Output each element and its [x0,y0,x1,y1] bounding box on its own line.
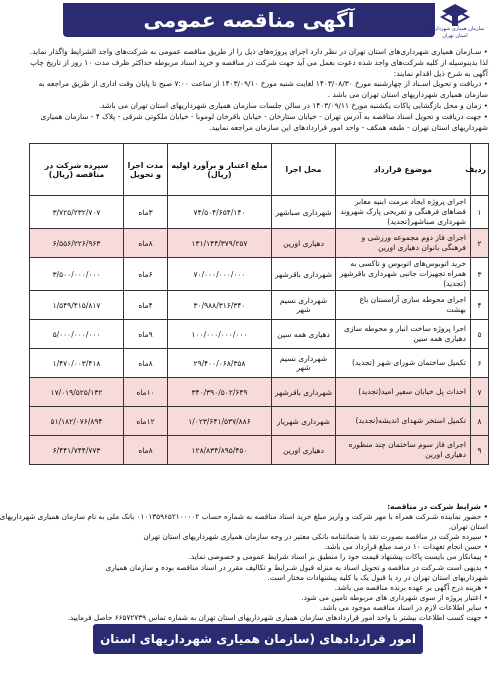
cell-subject: احداث پل خیابان سفیر امید(تجدید) [336,378,471,407]
cell-row: ۳ [471,258,489,291]
cell-duration: ۸ماه [124,436,168,465]
cell-budget: ۱/۰۲۳/۶۴۱/۵۳۷/۸۸۶ [168,407,272,436]
cell-duration: ۶ماه [124,258,168,291]
cell-location: دهیاری اورین [272,436,336,465]
cell-budget: ۲۹/۴۰۰/۰۶۸/۳۵۸ [168,349,272,378]
cell-deposit: ۱/۴۷۰/۰۰۳/۴۱۸ [30,349,124,378]
cell-deposit: ۵/۰۰۰/۰۰۰/۰۰۰ [30,320,124,349]
table-row [30,196,489,229]
condition-line: استان تهران. [448,522,488,532]
col-header-row: ردیف [471,144,489,196]
intro-line: آگهی به شرح ذیل اقدام نمایند: [393,68,488,78]
table-row [30,378,489,407]
conditions-title: • شرایط شرکت در مناقصه: [387,502,488,511]
cell-deposit: ۳/۵۰۰/۰۰۰/۰۰۰ [30,258,124,291]
cell-deposit: ۵۱/۱۸۲/۰۷۶/۸۹۴ [30,407,124,436]
col-header-location: محل اجرا [272,144,336,196]
intro-line: • جهت دریافت و تحویل اسناد مناقصه به آدرس تهران - خیابان ستارخان - خیابان باقرخان لوموبا - خیابان ملکوتی شرقی - پلاک ۴ - سازمان همیاری [40,111,488,121]
cell-row: ۸ [471,407,489,436]
cell-location: شهرداری نسیم شهر [272,291,336,320]
table-row [30,258,489,291]
cell-row: ۴ [471,291,489,320]
condition-line: • هزینه درج آگهی بر عهده برنده مناقصه می باشد. [334,582,488,592]
cell-subject: خرید اتوبوس‌های اتوبوس و تاکسی به همراه تجهیزات جانبی شهرداری باقرشهر (تجدید) [336,258,471,291]
cell-subject: تکمیل ساختمان شورای شهر (تجدید) [336,349,471,378]
table-row [30,320,489,349]
table-row [30,436,489,465]
cell-duration: ۴ماه [124,291,168,320]
condition-line: • سایر اطلاعات لازم در اسناد مناقصه موجود می باشد. [320,602,488,612]
cell-row: ۱ [471,196,489,229]
cell-location: شهرداری نسیم شهر [272,349,336,378]
intro-line: سازمان همیاری شهرداریهای استان تهران می باشد . [327,90,488,100]
cell-subject: اجرای پروژه ایجاد مرمت ابنیه معابر فضاهای فرهنگی و تفریحی پارک شهروند شهرداری صباشهر(تجدید) [336,196,471,229]
col-header-deposit: سپرده شرکت در مناقصه (ریال) [30,144,124,196]
cell-deposit: ۱۷/۰۱۹/۵۲۵/۱۳۲ [30,378,124,407]
intro-line: شهرداریهای استان تهران - طبقه همکف - واحد امور قراردادهای این سازمان مراجعه نمایید. [209,122,488,132]
cell-subject: اجرای فاز سوم ساختمان چند منظوره دهیاری اورین [336,436,471,465]
page-title: آگهی مناقصه عمومی [63,3,435,37]
cell-deposit: ۶/۴۴۱/۷۴۴/۷۷۳ [30,436,124,465]
table-header-row [30,144,489,196]
condition-line: • پیمانکار می بایست پاکات پیشنهاد قیمت خود را منطبق بر اسناد شرایط عمومی و خصوصی نماید. [188,552,488,562]
cell-location: شهرداری باقرشهر [272,378,336,407]
table-row [30,291,489,320]
cell-budget: ۷۴/۵۰۴/۶۵۴/۱۴۰ [168,196,272,229]
cell-budget: ۳۴۰/۳۹۰/۵۰۲/۶۴۹ [168,378,272,407]
condition-line: • سپرده شرکت در مناقصه بصورت نقد یا ضمانتنامه بانکی معتبر در وجه سازمان همیاری شهرداریهای استان تهران [143,532,488,542]
header [23,0,494,46]
cell-location: دهیاری اورین [272,229,336,258]
table-row [30,229,489,258]
footer-signature: امور قراردادهای (سازمان همیاری شهرداریهای استان تهران) [93,624,423,654]
intro-line: • دریافت و تحویل اسـناد از چهارشنبه مورخ ۱۴۰۳/۰۸/۳۰ لغایت شنبه مورخ ۱۴۰۳/۰۹/۱۰ از ساعت ۷:۰۰ صبح تا پایان وقت اداری از طریق مراجعه به [38,79,488,89]
cell-subject: اجرا پروژه ساخت انبار و محوطه سازی دهیاری همه سین [336,320,471,349]
cell-duration: ۹ماه [124,320,168,349]
cell-budget: ۱۲۸/۸۳۴/۸۹۵/۴۵۰ [168,436,272,465]
cell-deposit: ۶/۵۵۶/۲۲۶/۹۶۳ [30,229,124,258]
intro-line: • سـازمان همیاری شهرداری‌های استان تهران در نظر دارد اجرای پروژه‌های ذیل را از طریق مناقصه عمومی به شرکت‌های واجد الشرایط واگذار نماید. [29,47,488,56]
cell-row: ۷ [471,378,489,407]
condition-line: • جهت کسب اطلاعات بیشتر با واحد امور قراردادهای سازمان همیاری شهرداریهای استان تهران به شماره تماس ۶۶۵۷۲۷۳۹ حاصل فرمایید. [67,613,488,623]
conditions-section [0,502,488,623]
col-header-duration: مدت اجرا و تحویل [124,144,168,196]
cell-budget: ۷۰/۰۰۰/۰۰۰/۰۰۰ [168,258,272,291]
cell-subject: اجرای محوطه سازی آرامستان باغ بهشت [336,291,471,320]
cell-location: دهیاری همه سین [272,320,336,349]
cell-row: ۶ [471,349,489,378]
tender-table [29,143,489,465]
cell-duration: ۳ماه [124,196,168,229]
logo-text: سازمان همیاری شهرداریهای استان تهران [425,26,485,39]
cell-duration: ۸ماه [124,349,168,378]
intro-line: لذا بدینوسیله از کلیه شرکت‌های واجد شده دعوت بعمل می آید جهت شرکت در مناقصه و خرید اسناد مربوطه حداکثر ظرف مدت ۱۰ روز از تاریخ چاپ [30,57,488,67]
cell-row: ۹ [471,436,489,465]
col-header-subject: موضوع قرارداد [336,144,471,196]
cell-location: شهرداری صباشهر [272,196,336,229]
cell-deposit: ۳/۷۲۵/۲۳۲/۷۰۷ [30,196,124,229]
cell-duration: ۱۲ماه [124,407,168,436]
cell-location: شهرداری شهریار [272,407,336,436]
condition-line: • حسن انجام تعهدات ۱۰ درصد مبلغ قرارداد می باشد. [323,542,488,552]
cell-row: ۵ [471,320,489,349]
cell-row: ۲ [471,229,489,258]
condition-line: • بدیهی است شـرکت در مناقصه و تحویل اسناد به منزله قبول شـرایط و تکالیف مقرر در اسناد مناقصه بوده و سازمان همیاری [105,562,488,572]
cell-budget: ۳۰/۹۸۸/۳۱۶/۳۴۰ [168,291,272,320]
intro-line: • زمان و محل بازگشایی پاکات یکشنبه مورخ ۱۴۰۳/۰۹/۱۱ در سالن جلسات سازمان همیاری شهرداریهای استان تهران می باشد. [98,100,488,110]
cell-budget: ۱۰۰/۰۰۰/۰۰۰/۰۰۰ [168,320,272,349]
condition-line: شهرداریهای استان تهران در رد یا قبول یک یا کلیه پیشنهادات مختار است. [267,572,488,582]
cell-duration: ۸ماه [124,229,168,258]
condition-line: • اعتبار پروژه از سوی شهرداری های مربوطه تامین می شود. [301,592,488,602]
cell-budget: ۱۳۱/۱۴۴/۳۷۹/۲۵۷ [168,229,272,258]
intro-section [29,47,488,133]
logo-emblem-icon [422,2,488,28]
table-row [30,407,489,436]
condition-line: • حضور نماینده شـرکت همراه با مهر شرکت و واریز مبلغ خرید اسناد مناقصه به شماره حساب ۰۱۰۱۳۵۹۶۵۲۱۰۰۰۰۲ بانک ملی به نام سازمان همیاری شهرداریهای [0,512,488,522]
cell-subject: تکمیل استخر شهدای اندیشه(تجدید) [336,407,471,436]
col-header-budget: مبلغ اعتبار و برآورد اولیه (ریال) [168,144,272,196]
cell-deposit: ۱/۵۴۹/۴۱۵/۸۱۷ [30,291,124,320]
cell-subject: اجرای فاز دوم مجموعه ورزشی و فرهنگی بانوان دهیاری اورین [336,229,471,258]
table-row [30,349,489,378]
cell-duration: ۱۰ماه [124,378,168,407]
cell-location: شهرداری باقرشهر [272,258,336,291]
